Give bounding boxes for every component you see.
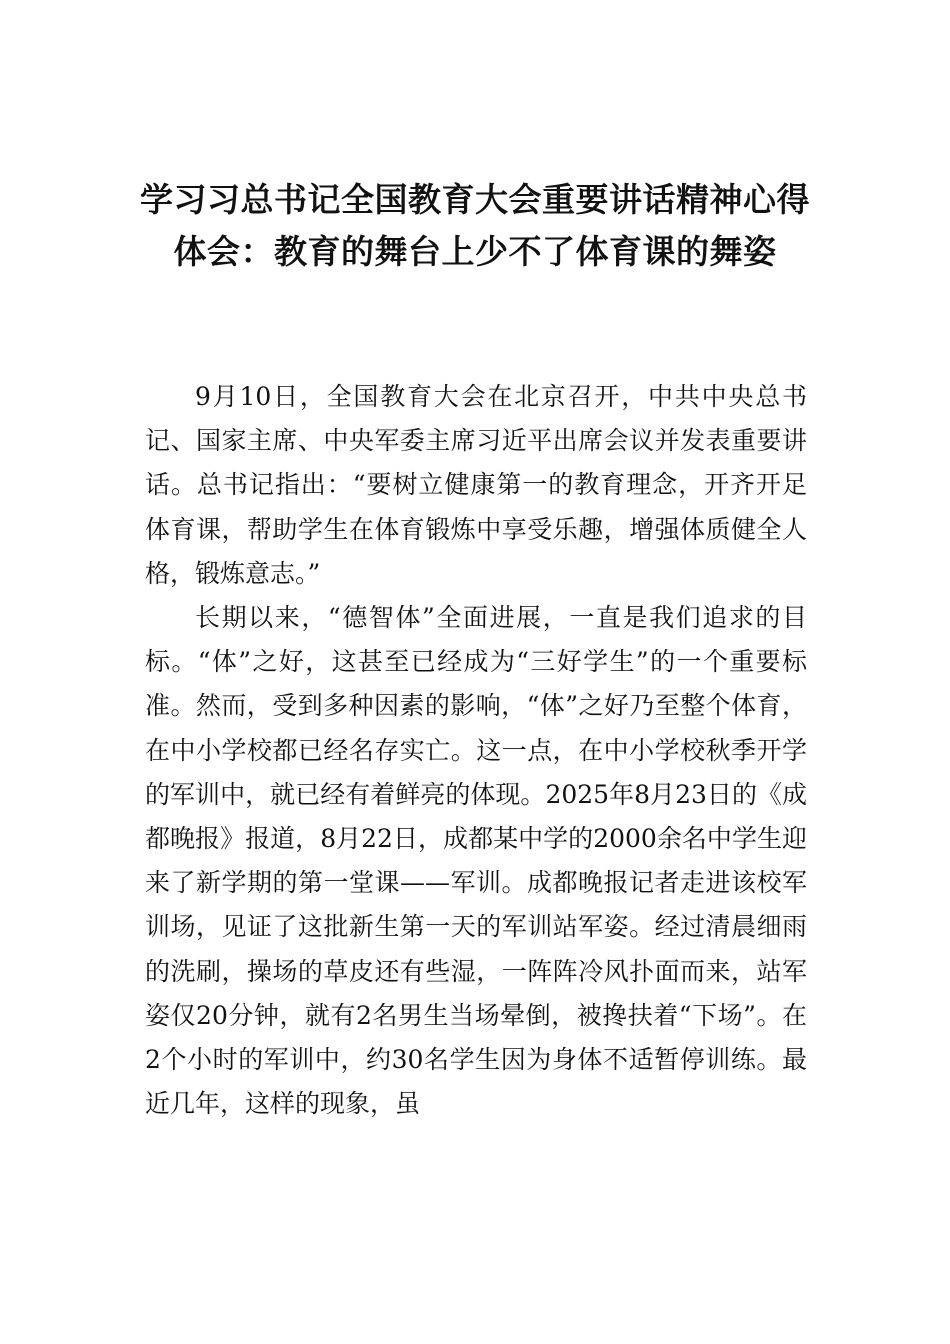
document-body: [145, 375, 807, 1126]
paragraph-1: 9月10日，全国教育大会在北京召开，中共中央总书记、国家主席、中央军委主席习近平出席会议并发表重要讲话。总书记指出：“要树立健康第一的教育理念，开齐开足体育课，帮助学生在体育锻炼中享受乐趣，增强体质健全人格，锻炼意志。”: [145, 382, 807, 588]
paragraph-2: 长期以来，“德智体”全面进展，一直是我们追求的目标。“体”之好，这甚至已经成为“三好学生”的一个重要标准。然而，受到多种因素的影响，“体”之好乃至整个体育，在中小学校都已经名存实亡。这一点，在中小学校秋季开学的军训中，就已经有着鲜亮的体现。2025年8月23日的《成都晚报》报道，8月22日，成都某中学的2000余名中学生迎来了新学期的第一堂课——军训。成都晚报记者走进该校军训场，见证了这批新生第一天的军训站军姿。经过清晨细雨的洗刷，操场的草皮还有些湿，一阵阵冷风扑面而来，站军姿仅20分钟，就有2名男生当场晕倒，被搀扶着“下场”。在2个小时的军训中，约30名学生因为身体不适暂停训练。最近几年，这样的现象，虽: [145, 603, 807, 1119]
document-title: 学习习总书记全国教育大会重要讲话精神心得体会：教育的舞台上少不了体育课的舞姿: [140, 180, 810, 271]
